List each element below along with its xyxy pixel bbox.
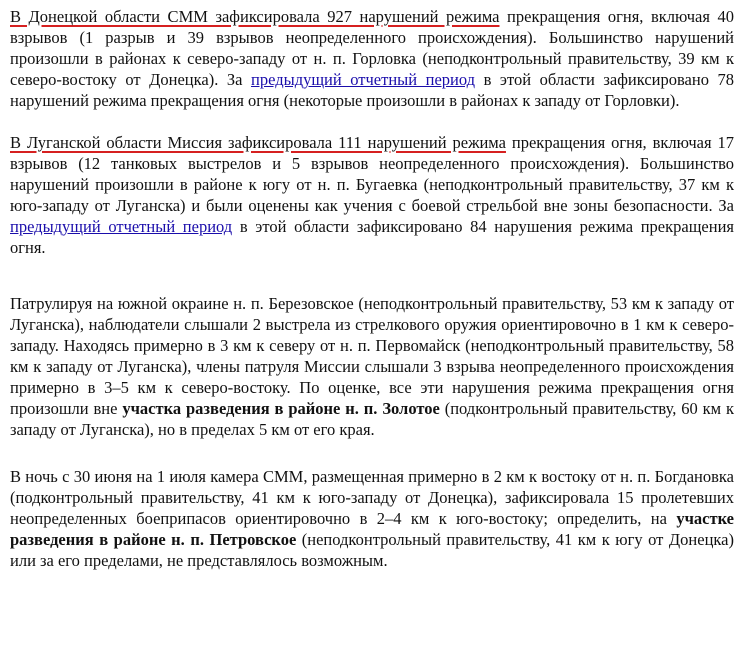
paragraph-text: прекращения огня, включая 17 взрывов (12 танковых выстрелов и 5 взрывов неопределенного происхождения). Большинство нарушений произошли в районе к югу от н. п. Бугаевка (неподконтрольный правительству, 37 км к юго-западу от Луганска) и были оценены как учения с боевой стрельбой вне зоны безопасности. За [10,133,734,215]
paragraph-text: (подконтрольный правительству, 60 км к западу от Луганска), но в пределах 5 км от его края. [10,399,735,439]
bold-phrase: участке разведения в районе н. п. Петровское [10,509,734,549]
paragraph-text: прекращения огня, включая 40 взрывов (1 разрыв и 39 взрывов неопределенного происхождения). Большинство нарушений произошли в районах к северо-западу от н. п. Горловка (неподконтрольный правительству, 39 км к северо-востоку от Донецка). За [10,7,734,89]
paragraph-text: в этой области зафиксировано 84 нарушения режима прекращения огня. [10,217,734,257]
paragraph-text: в этой области зафиксировано 78 нарушений режима прекращения огня (некоторые произошли в районах к западу от Горловки). [10,70,734,110]
paragraph-text: Патрулируя на южной окраине н. п. Березовское (неподконтрольный правительству, 53 км к западу от Луганска), наблюдатели слышали 2 выстрела из стрелкового оружия ориентировочно в 1 км к северо-западу. Находясь примерно в 3 км к северу от н. п. Первомайск (неподконтрольный правительству, 58 км к западу от Луганска), члены патруля Миссии слышали 3 взрыва неопределенного происхождения примерно в 3–5 км к северо-востоку. По оценке, все эти нарушения режима прекращения огня произошли вне [10,294,734,418]
highlighted-phrase: В Донецкой области СММ зафиксировала 927 нарушений режима [10,7,500,26]
paragraph-luhansk [10,132,734,258]
paragraph-donetsk [10,6,734,111]
paragraph-text: (неподконтрольный правительству, 41 км к югу от Донецка) или за его пределами, не представлялось возможным. [10,530,734,570]
previous-period-link[interactable]: предыдущий отчетный период [251,70,476,89]
paragraph-text: В ночь с 30 июня на 1 июля камера СММ, размещенная примерно в 2 км к востоку от н. п. Богдановка (подконтрольный правительству, 41 км к юго-западу от Донецка), зафиксировала 15 пролетевших неопределенных боеприпасов ориентировочно в 2–4 км к юго-востоку; определить, на [10,467,734,528]
bold-phrase: участка разведения в районе н. п. Золотое [122,399,440,418]
previous-period-link[interactable]: предыдущий отчетный период [10,217,233,236]
paragraph-berezovske [10,293,734,440]
highlighted-phrase: В Луганской области Миссия зафиксировала 111 нарушений режима [10,133,506,152]
paragraph-bohdanivka [10,466,734,571]
